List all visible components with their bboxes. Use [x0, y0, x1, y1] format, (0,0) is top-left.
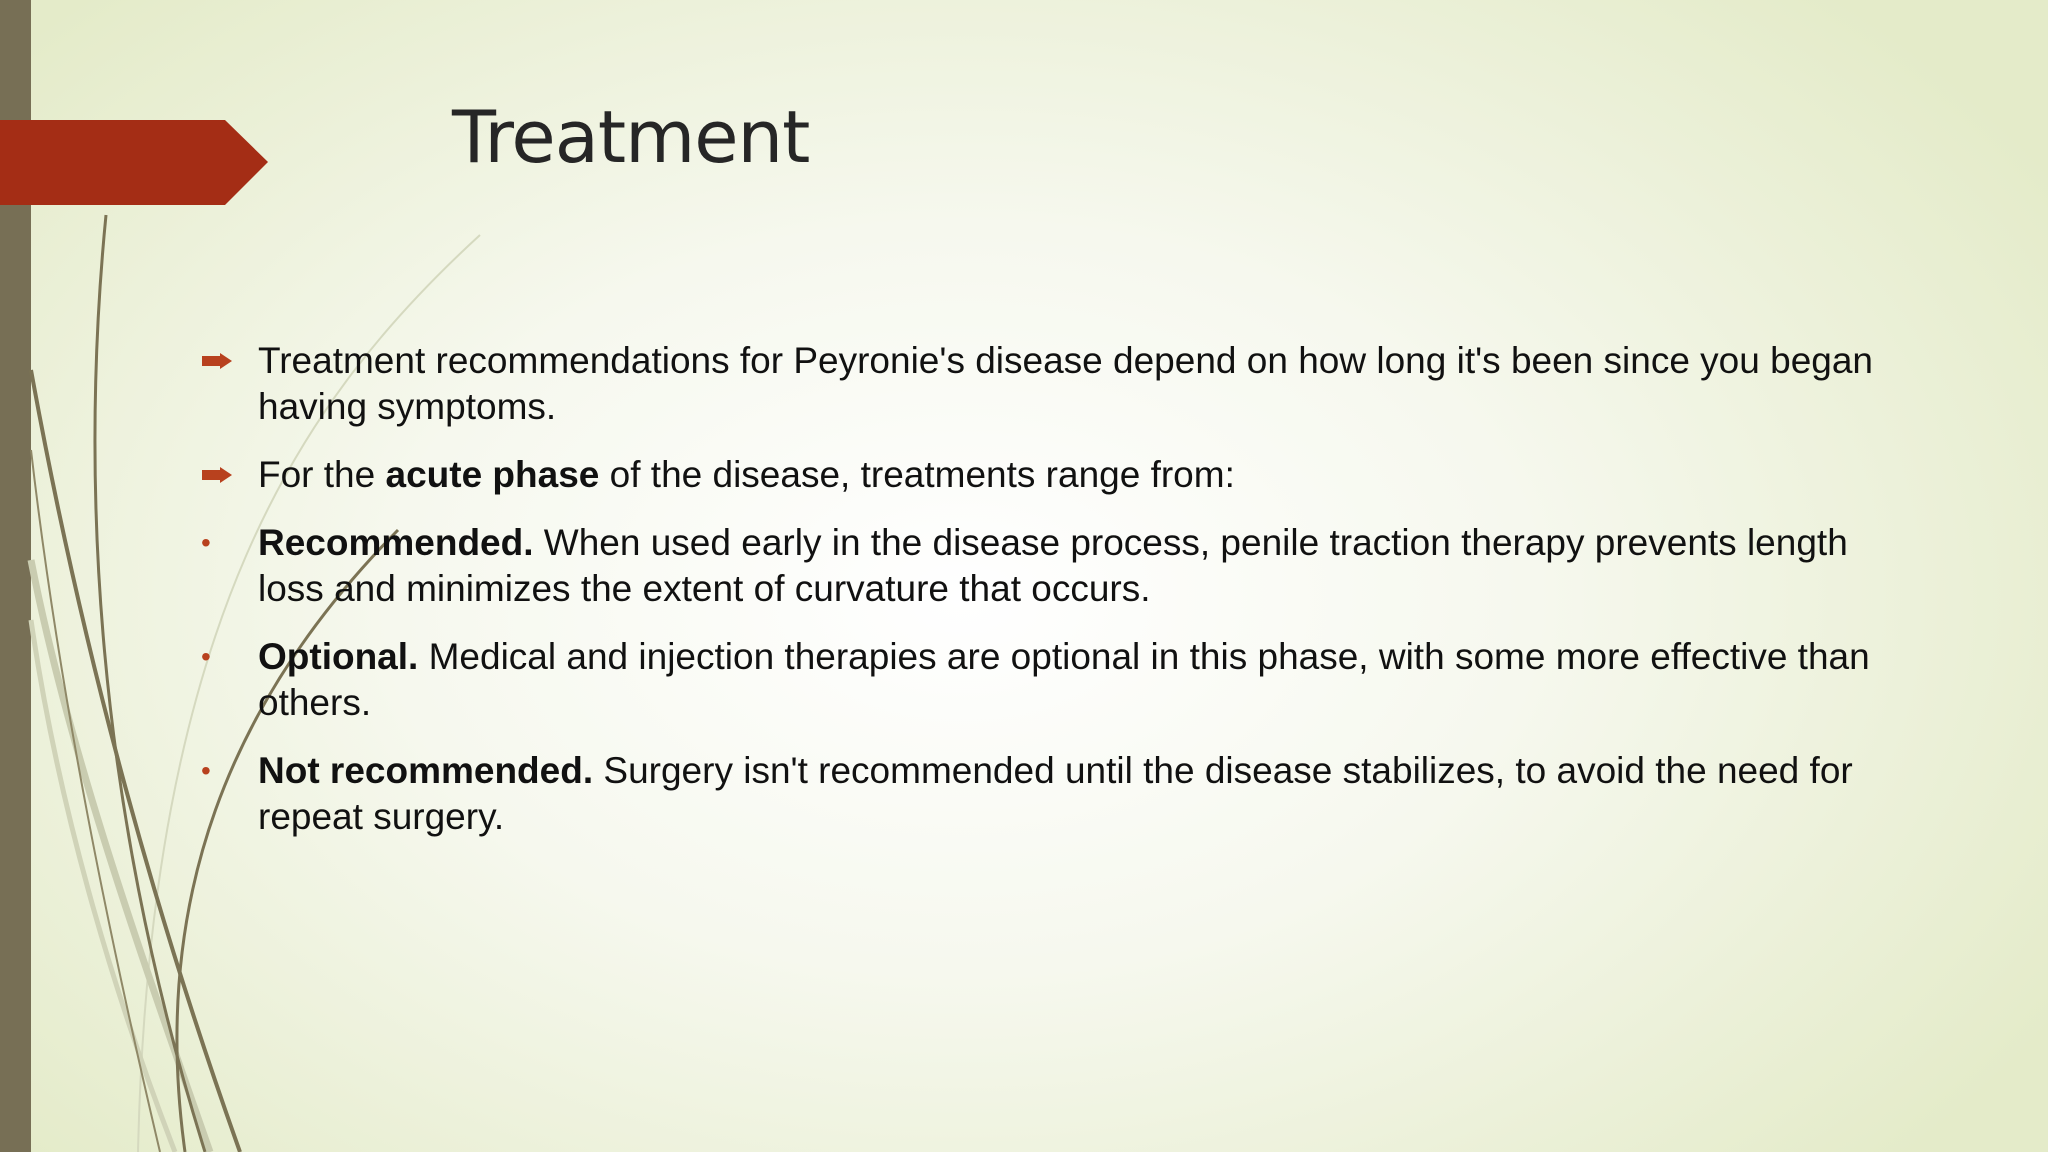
bullet-text: Surgery isn't recommended until the disease stabilizes, to avoid the need for repeat surgery. — [258, 750, 1853, 837]
bullet-text: When used early in the disease process, penile traction therapy prevents length loss and minimizes the extent of curvature that occurs. — [258, 522, 1848, 609]
bullet-text: of the disease, treatments range from: — [599, 454, 1235, 495]
curve-dark-2 — [95, 215, 205, 1152]
dot-icon: • — [201, 641, 211, 672]
bullet-bold: Not recommended. — [258, 750, 594, 791]
bullet-list — [200, 338, 1880, 862]
title-arrow-shape — [0, 120, 268, 205]
bullet-prefix: For the — [258, 454, 386, 495]
bullet-text: Medical and injection therapies are optional in this phase, with some more effective than others. — [258, 636, 1870, 723]
dot-icon: • — [201, 755, 211, 786]
bullet-item — [200, 634, 1880, 726]
arrow-icon — [202, 467, 232, 483]
bullet-item — [200, 748, 1880, 840]
bullet-text: Treatment recommendations for Peyronie's disease depend on how long it's been since you began having symptoms. — [258, 340, 1874, 427]
arrow-icon — [202, 353, 232, 369]
bullet-bold: Optional. — [258, 636, 419, 677]
slide-title: Treatment — [452, 95, 810, 179]
bullet-item — [200, 520, 1880, 612]
bullet-item — [200, 338, 1880, 430]
bullet-item — [200, 452, 1880, 498]
bullet-bold: Recommended. — [258, 522, 534, 563]
bullet-bold: acute phase — [385, 454, 600, 495]
dot-icon: • — [201, 527, 211, 558]
